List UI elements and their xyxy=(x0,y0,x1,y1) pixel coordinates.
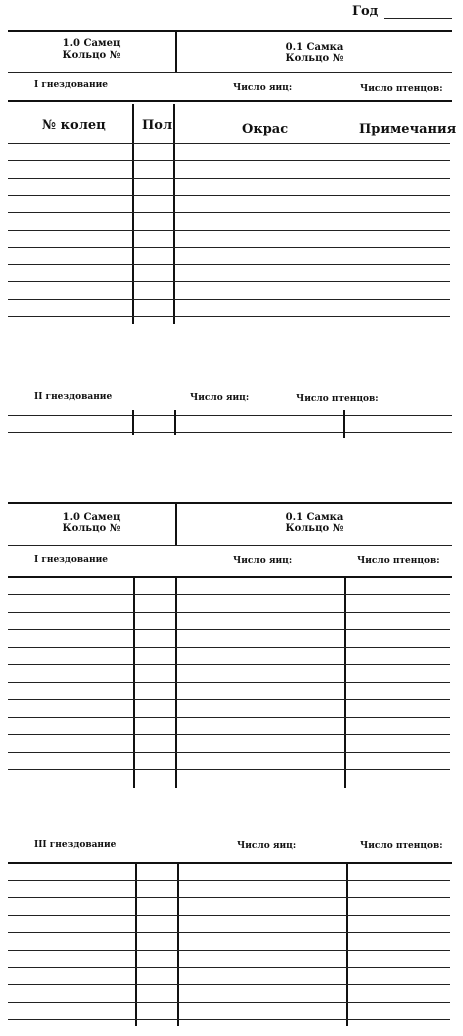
form3-row-line[interactable] xyxy=(8,897,450,898)
col-color-header: Окрас xyxy=(242,122,289,137)
form2-female-line2: Кольцо № xyxy=(285,523,344,534)
form1-nesting1-eggs: Число яиц: xyxy=(233,83,293,93)
form3-row-line[interactable] xyxy=(8,950,450,951)
form1-row-line[interactable] xyxy=(8,247,450,248)
form3-row-line[interactable] xyxy=(8,932,450,933)
form1-nesting2-row-line-1[interactable] xyxy=(8,415,452,416)
form2-col-divider-2 xyxy=(175,578,177,788)
form2-row-line[interactable] xyxy=(8,752,450,753)
form1-nesting2-divider-2 xyxy=(174,410,176,435)
form2-col-divider-3 xyxy=(344,578,346,788)
form2-row-line[interactable] xyxy=(8,769,450,770)
form2-nesting1-label: I гнездование xyxy=(34,555,108,565)
form2-nesting3-chicks: Число птенцов: xyxy=(360,841,443,851)
form2-nesting3-label: III гнездование xyxy=(34,840,117,850)
form1-row-line[interactable] xyxy=(8,195,450,196)
form1-nesting2-divider-1 xyxy=(132,410,134,435)
form1-nesting2-chicks: Число птенцов: xyxy=(296,394,379,404)
form2-male-line1: 1.0 Самец xyxy=(62,512,121,523)
form2-row-line[interactable] xyxy=(8,647,450,648)
form2-top-rule xyxy=(8,502,452,504)
form1-female-line2: Кольцо № xyxy=(285,53,344,64)
form1-top-rule xyxy=(8,30,452,32)
year-label: Год xyxy=(352,4,379,19)
form1-nesting2-divider-3 xyxy=(343,410,345,438)
form2-table-top-rule xyxy=(8,576,452,578)
form1-row-line[interactable] xyxy=(8,230,450,231)
form2-parent-bottom-rule xyxy=(8,545,452,546)
col-notes-header: Примечания xyxy=(359,122,457,137)
form1-nesting1-label: I гнездование xyxy=(34,80,108,90)
form1-row-line[interactable] xyxy=(8,281,450,282)
form1-parent-bottom-rule xyxy=(8,72,452,73)
form2-row-line[interactable] xyxy=(8,594,450,595)
form1-male-line2: Кольцо № xyxy=(62,50,121,61)
form2-male-line2: Кольцо № xyxy=(62,523,121,534)
form2-row-line[interactable] xyxy=(8,612,450,613)
form1-row-line[interactable] xyxy=(8,160,450,161)
form2-female-line1: 0.1 Самка xyxy=(285,512,344,523)
form2-nesting1-chicks: Число птенцов: xyxy=(357,556,440,566)
form1-nesting2-row-line-2[interactable] xyxy=(8,432,452,433)
year-blank-line[interactable] xyxy=(384,18,452,19)
form1-row-line[interactable] xyxy=(8,143,450,144)
form2-nesting1-eggs: Число яиц: xyxy=(233,556,293,566)
form3-row-line[interactable] xyxy=(8,1019,450,1020)
form1-row-line[interactable] xyxy=(8,299,450,300)
form1-row-line[interactable] xyxy=(8,178,450,179)
form1-nesting2-label: II гнездование xyxy=(34,392,113,402)
form1-col-divider-2 xyxy=(173,104,175,324)
form1-col-divider-1 xyxy=(132,104,134,324)
form3-row-line[interactable] xyxy=(8,984,450,985)
col-rings-header: № колец xyxy=(42,118,106,133)
form1-table-top-rule xyxy=(8,100,452,102)
form2-row-line[interactable] xyxy=(8,717,450,718)
form2-row-line[interactable] xyxy=(8,682,450,683)
col-sex-header: Пол xyxy=(142,118,173,133)
form1-nesting1-chicks: Число птенцов: xyxy=(360,84,443,94)
form2-nesting3-eggs: Число яиц: xyxy=(237,841,297,851)
form2-nesting3-top-rule xyxy=(8,862,452,864)
form3-row-line[interactable] xyxy=(8,967,450,968)
form3-row-line[interactable] xyxy=(8,880,450,881)
form2-col-divider-1 xyxy=(133,578,135,788)
form2-row-line[interactable] xyxy=(8,699,450,700)
form2-row-line[interactable] xyxy=(8,629,450,630)
form1-male-line1: 1.0 Самец xyxy=(62,38,121,49)
form1-female-line1: 0.1 Самка xyxy=(285,42,344,53)
form1-row-line[interactable] xyxy=(8,264,450,265)
form3-row-line[interactable] xyxy=(8,915,450,916)
form1-row-line[interactable] xyxy=(8,316,450,317)
form1-nesting2-eggs: Число яиц: xyxy=(190,393,250,403)
form3-row-line[interactable] xyxy=(8,1002,450,1003)
form2-row-line[interactable] xyxy=(8,664,450,665)
form2-row-line[interactable] xyxy=(8,734,450,735)
form1-row-line[interactable] xyxy=(8,212,450,213)
